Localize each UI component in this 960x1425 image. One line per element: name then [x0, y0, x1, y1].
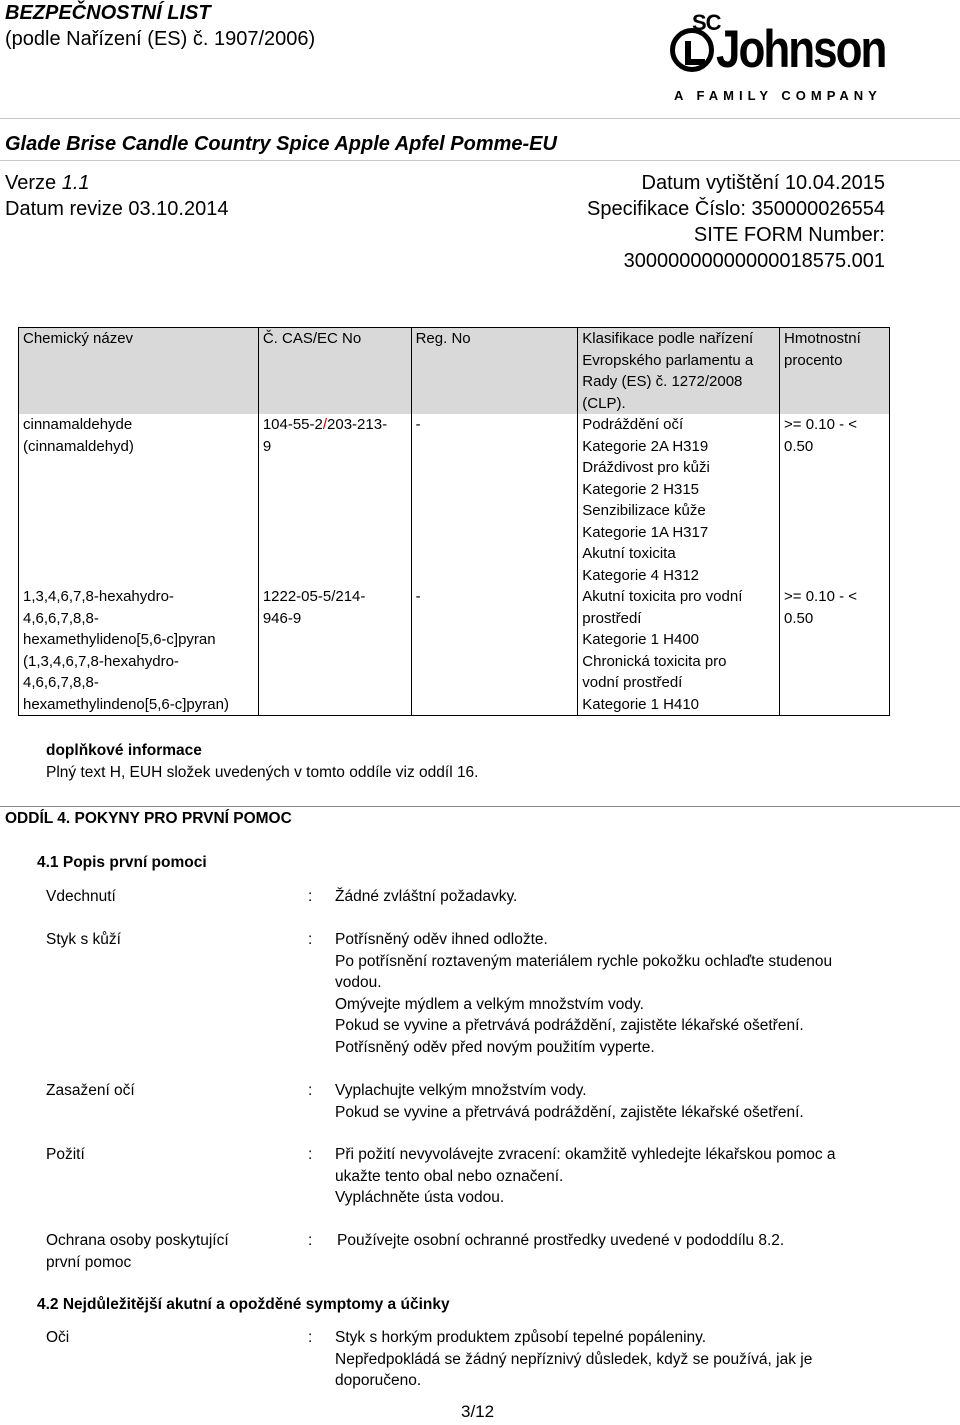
item-value [335, 1144, 875, 1209]
ec-number-cont: 946-9 [262, 609, 302, 627]
col-weight-percent: Hmotnostní procento [780, 328, 890, 415]
item-colon: : [308, 1329, 313, 1346]
page-number: 3/12 [461, 1402, 495, 1421]
item-colon: : [308, 1232, 313, 1249]
table-row [19, 414, 890, 586]
item-value [337, 1230, 897, 1252]
percent-range: 0.50 [784, 609, 814, 627]
col-cas-ec: Č. CAS/EC No [258, 328, 411, 415]
composition-table [18, 327, 890, 716]
subsection-4-1: 4.1 Popis první pomoci [37, 854, 207, 871]
print-value: 10.04.2015 [784, 172, 885, 194]
cas-number: 1222-05-5/214- [262, 588, 366, 605]
chemical-name: cinnamaldehyde [23, 416, 133, 433]
item-line: Styk s horkým produktem způsobí tepelné popáleniny. [335, 1329, 707, 1346]
item-value [335, 886, 895, 908]
item-colon: : [308, 1146, 313, 1163]
class-line: Kategorie 2 H315 [582, 480, 700, 498]
class-line: Chronická toxicita pro [582, 652, 727, 670]
table-header-row [19, 328, 890, 415]
chemical-name: 1,3,4,6,7,8-hexahydro- [23, 588, 174, 605]
item-value [335, 929, 865, 1058]
chemical-name: 4,6,6,7,8,8- [23, 609, 99, 627]
product-name: Glade Brise Candle Country Spice Apple Apfel Pomme-EU [5, 133, 557, 155]
class-line: Akutní toxicita [582, 545, 676, 562]
version-block [5, 170, 228, 222]
col-reg-no: Reg. No [411, 328, 578, 415]
percent-range: >= 0.10 - < [784, 416, 858, 433]
spec-value: 350000026554 [751, 198, 885, 220]
class-line: Kategorie 1 H400 [582, 631, 700, 648]
class-line: Senzibilizace kůže [582, 502, 706, 519]
col-classification: Klasifikace podle nařízení Evropského parlamentu a Rady (ES) č. 1272/2008 (CLP). [578, 328, 780, 415]
class-line: prostředí [582, 609, 642, 627]
item-line: Potřísněný oděv před novým použitím vyperte. [335, 1038, 655, 1056]
table-row [19, 586, 890, 716]
version-value: 1.1 [61, 172, 90, 194]
class-line: Podráždění očí [582, 416, 684, 433]
item-label: Požití [46, 1146, 85, 1163]
logo-wordmark: Johnson [716, 20, 886, 79]
reg-number: - [415, 416, 421, 433]
spec-label: Specifikace Číslo: [586, 198, 746, 220]
item-value [335, 1080, 895, 1123]
item-line: Po potřísnění roztaveným materiálem rychle pokožku ochlaďte studenou vodou. [335, 952, 833, 991]
item-label: Styk s kůží [46, 931, 121, 948]
site-label: SITE FORM Number: [693, 224, 885, 246]
supplement-title: doplňkové informace [46, 742, 202, 759]
product-divider [0, 160, 960, 161]
class-line: Kategorie 1 H410 [582, 695, 700, 713]
percent-range: 0.50 [784, 437, 814, 455]
company-logo [668, 10, 886, 108]
revision-value: 03.10.2014 [128, 198, 229, 220]
item-line: Vyplachujte velkým množstvím vody. [335, 1082, 587, 1099]
item-value [335, 1327, 835, 1392]
class-line: vodní prostředí [582, 674, 683, 691]
document-title [5, 0, 315, 52]
item-line: Omývejte mýdlem a velkým množstvím vody. [335, 995, 644, 1013]
item-line: Žádné zvláštní požadavky. [335, 888, 518, 905]
chemical-name: (1,3,4,6,7,8-hexahydro- [23, 652, 179, 670]
print-block [560, 170, 885, 274]
class-line: Akutní toxicita pro vodní [582, 588, 743, 605]
title-line2: (podle Nařízení (ES) č. 1907/2006) [5, 28, 316, 50]
subsection-4-2: 4.2 Nejdůležitější akutní a opožděné symptomy a účinky [37, 1296, 450, 1313]
item-colon: : [308, 1082, 313, 1099]
header-divider [0, 118, 960, 119]
chemical-name: (cinnamaldehyd) [23, 437, 134, 455]
item-line: Potřísněný oděv ihned odložte. [335, 931, 548, 948]
version-label: Verze [5, 172, 57, 194]
class-line: Kategorie 4 H312 [582, 566, 700, 584]
revision-label: Datum revize [5, 198, 123, 220]
reg-number: - [415, 588, 421, 605]
title-line1: BEZPEČNOSTNÍ LIST [5, 2, 211, 24]
logo-sc: SC [692, 10, 721, 35]
item-label: Ochrana osoby poskytující první pomoc [46, 1232, 229, 1271]
item-colon: : [308, 931, 313, 948]
class-line: Dráždivost pro kůži [582, 459, 710, 476]
print-label: Datum vytištění [641, 172, 780, 194]
section-divider [0, 806, 960, 807]
chemical-name: 4,6,6,7,8,8- [23, 674, 99, 691]
item-line: Při požití nevyvolávejte zvracení: okamžitě vyhledejte lékařskou pomoc a ukažte tento obal nebo označení. [335, 1146, 836, 1185]
item-colon: : [308, 888, 313, 905]
cas-separator: / [322, 416, 328, 433]
supplement-block [46, 740, 479, 783]
supplement-text: Plný text H, EUH složek uvedených v tomto oddíle viz oddíl 16. [46, 763, 479, 781]
col-chemical-name: Chemický název [19, 328, 259, 415]
item-label: Zasažení očí [46, 1082, 135, 1099]
cas-number: 104-55-2 [262, 416, 323, 433]
class-line: Kategorie 1A H317 [582, 523, 709, 541]
item-line: Pokud se vyvine a přetrvává podráždění, zajistěte lékařské ošetření. [335, 1103, 804, 1121]
ec-number: 203-213- [327, 416, 388, 433]
section4-heading: ODDÍL 4. POKYNY PRO PRVNÍ POMOC [5, 810, 292, 827]
item-line: Nepředpokládá se žádný nepříznivý důsledek, když se používá, jak je doporučeno. [335, 1350, 813, 1389]
ec-number-cont: 9 [262, 437, 272, 455]
item-label: Oči [46, 1329, 70, 1346]
percent-range: >= 0.10 - < [784, 588, 858, 605]
item-line: Pokud se vyvine a přetrvává podráždění, zajistěte lékařské ošetření. [335, 1017, 804, 1034]
chemical-name: hexamethylindeno[5,6-c]pyran) [23, 695, 229, 713]
logo-tagline: A FAMILY COMPANY [674, 88, 882, 103]
class-line: Kategorie 2A H319 [582, 437, 709, 455]
item-label: Vdechnutí [46, 888, 116, 905]
item-line: Používejte osobní ochranné prostředky uvedené v pododdílu 8.2. [337, 1232, 785, 1249]
item-line: Vypláchněte ústa vodou. [335, 1189, 505, 1206]
site-value: 30000000000000018575.001 [623, 250, 885, 272]
chemical-name: hexamethylideno[5,6-c]pyran [23, 631, 216, 648]
